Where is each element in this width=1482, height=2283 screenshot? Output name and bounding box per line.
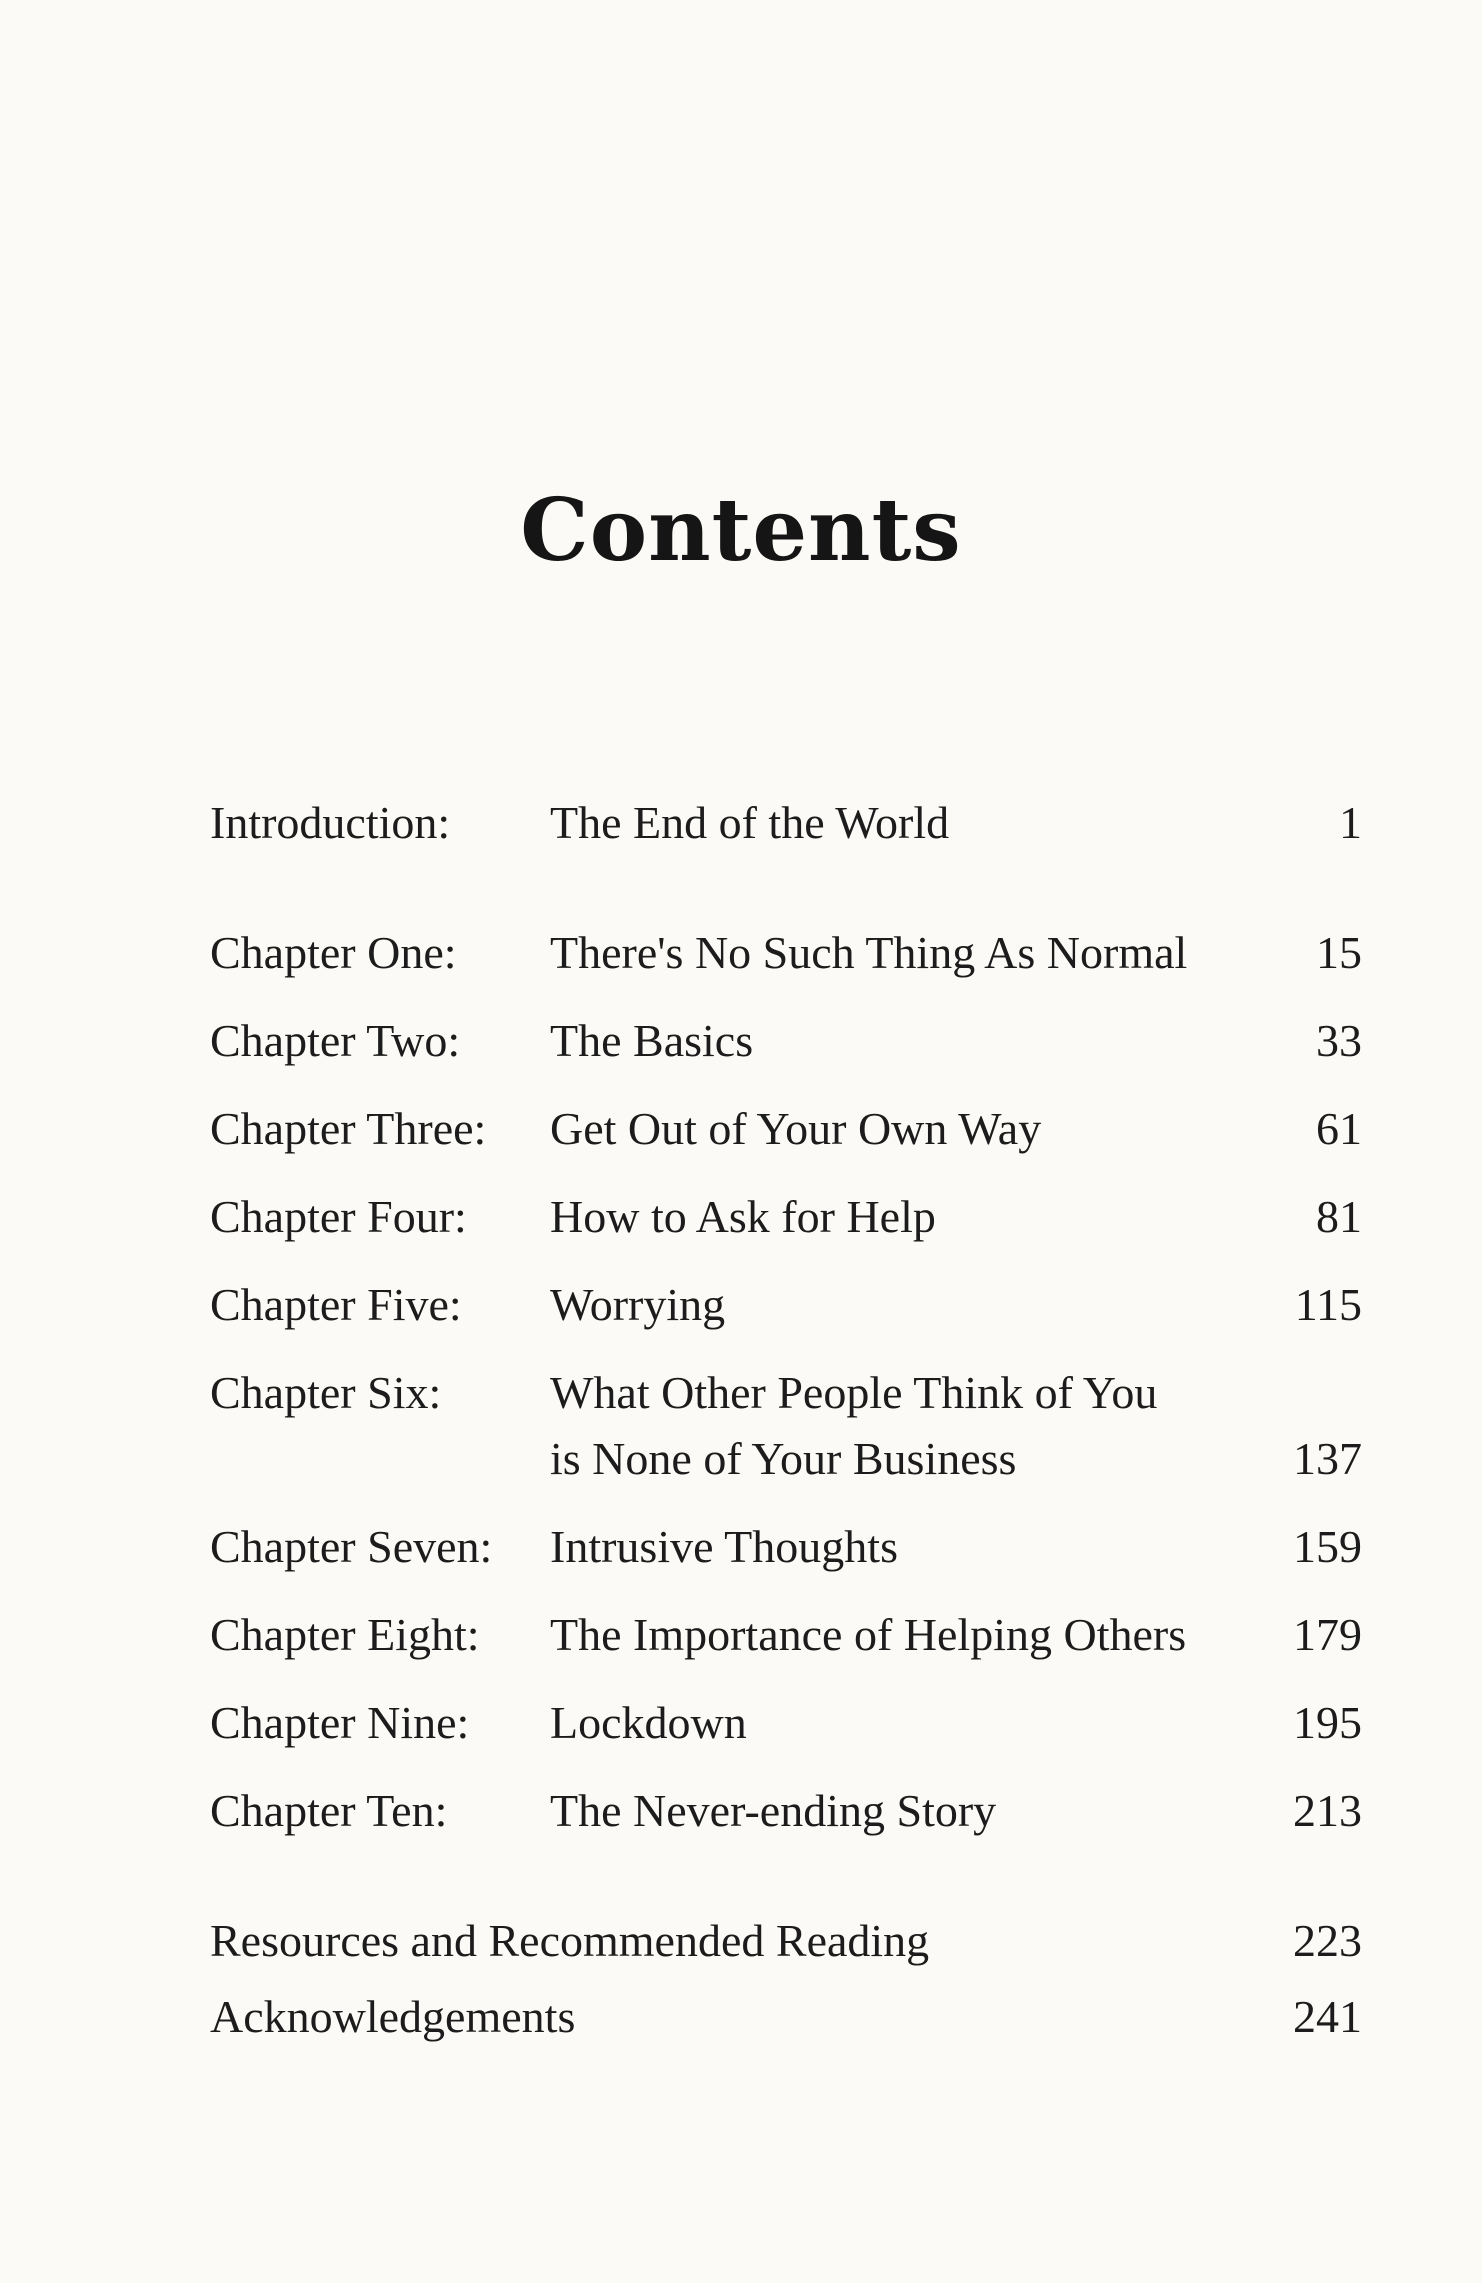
entry-title [550,1360,1250,1492]
entry-title-line-2: is None of Your Business [550,1433,1017,1484]
toc-entry-chapter-six[interactable] [210,1360,1362,1492]
entry-page-number: 223 [1293,1915,1362,1966]
entry-title: How to Ask for Help [550,1191,936,1242]
entry-label: Chapter Six: [210,1367,442,1418]
entry-page-number: 115 [1294,1279,1362,1330]
entry-page-number: 15 [1316,927,1362,978]
entry-page-number: 241 [1293,1991,1362,2042]
entry-label: Introduction: [210,797,451,848]
entry-label: Chapter Three: [210,1103,487,1154]
entry-title: The Importance of Helping Others [550,1609,1187,1660]
entry-label: Resources and Recommended Reading [210,1915,930,1966]
entry-title: The End of the World [550,797,950,848]
entry-page-number: 179 [1293,1609,1362,1660]
page-title: Contents [520,480,962,581]
entry-label: Chapter Five: [210,1279,462,1330]
entry-title: Lockdown [550,1697,747,1748]
entry-title: Worrying [550,1279,726,1330]
entry-title: Get Out of Your Own Way [550,1103,1042,1154]
entry-label: Chapter Four: [210,1191,467,1242]
toc-entry-chapter-eight[interactable] [210,1602,1362,1668]
entry-page-number: 61 [1316,1103,1362,1154]
entry-label: Chapter Nine: [210,1697,470,1748]
entry-label: Acknowledgements [210,1991,576,2042]
toc-entry-chapter-one[interactable] [210,920,1362,986]
toc-entry-chapter-seven[interactable] [210,1514,1362,1580]
entry-page-number: 33 [1316,1015,1362,1066]
entry-page-number: 195 [1293,1697,1362,1748]
toc-entry-chapter-ten[interactable] [210,1778,1362,1844]
toc-entry-resources[interactable] [210,1908,1362,1974]
entry-title-line-1: What Other People Think of You [550,1367,1158,1418]
entry-page-number: 159 [1293,1521,1362,1572]
toc-entry-chapter-four[interactable] [210,1184,1362,1250]
entry-label: Chapter Ten: [210,1785,448,1836]
entry-title: The Basics [550,1015,754,1066]
entry-label: Chapter Two: [210,1015,461,1066]
entry-title: The Never-ending Story [550,1785,997,1836]
entry-title: Intrusive Thoughts [550,1521,898,1572]
toc-entry-acknowledgements[interactable] [210,1984,1362,2050]
entry-page-number: 81 [1316,1191,1362,1242]
entry-label: Chapter One: [210,927,457,978]
toc-entry-introduction[interactable] [210,790,1362,856]
entry-label: Chapter Seven: [210,1521,493,1572]
entry-page-number: 213 [1293,1785,1362,1836]
toc-entry-chapter-five[interactable] [210,1272,1362,1338]
toc-entry-chapter-nine[interactable] [210,1690,1362,1756]
entry-title: There's No Such Thing As Normal [550,927,1188,978]
entry-page-number: 1 [1339,797,1362,848]
entry-label: Chapter Eight: [210,1609,480,1660]
toc-entry-chapter-three[interactable] [210,1096,1362,1162]
entry-page-number: 137 [1293,1433,1362,1484]
table-of-contents [210,790,1362,2050]
toc-entry-chapter-two[interactable] [210,1008,1362,1074]
